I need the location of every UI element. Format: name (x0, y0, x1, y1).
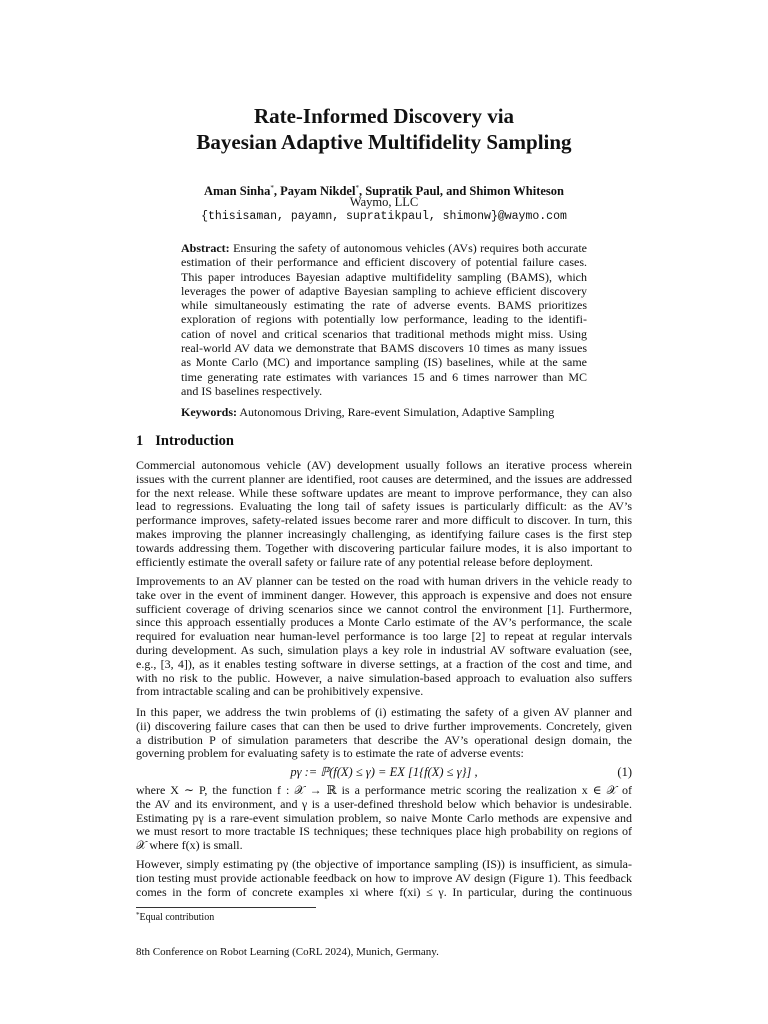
keywords-label: Keywords: (181, 405, 237, 419)
text-line: with no risk to the public. However, a naive simulation-based approach to evaluation also suffers (136, 670, 632, 685)
abstract-line: exploration of regions with potentially low performance, leading to the identifi- (181, 312, 587, 327)
intro-paragraph-5 (136, 858, 632, 899)
text-line: However, simply estimating pγ (the objective of importance sampling (IS)) is insufficient, as simula- (136, 857, 632, 871)
text-line: sufficient coverage of driving scenarios since we cannot control the environment [1]. Furthermore, (136, 601, 632, 616)
text-line: we must resort to more tractable IS techniques; these techniques place high probability on regions of (136, 824, 632, 839)
text-line: e.g., [3, 4]), as it enables testing software in diverse settings, at a fraction of the cost and time, and (136, 656, 632, 671)
text-line: Improvements to an AV planner can be tested on the road with human drivers in the vehicle ready to (136, 574, 632, 588)
text-line: efficiently estimate the overall safety or failure rate of any potential release before deployment. (136, 554, 593, 569)
section-heading (136, 433, 246, 450)
text-line: during development. As such, simulation plays a key role in industrial AV software evaluation (see, (136, 642, 632, 657)
author-1: Aman Sinha (203, 184, 271, 198)
footnote-rule (136, 907, 316, 908)
text-line: required for evaluation near human-level performance is too large [2] to repeat at regular intervals (136, 629, 632, 644)
abstract (181, 241, 587, 398)
text-line: 𝒳 where f(x) is small. (136, 838, 243, 853)
intro-paragraph-3 (136, 706, 632, 761)
affiliation: Waymo, LLC (349, 195, 419, 209)
abstract-line: This paper introduces Bayesian adaptive multifidelity sampling (BAMS), which (181, 269, 587, 284)
intro-paragraph-4 (136, 784, 632, 853)
text-line: where X ∼ P, the function f : 𝒳 → ℝ is a performance metric scoring the realization x ∈ 𝒳 of (136, 783, 632, 797)
conference-note: 8th Conference on Robot Learning (CoRL 2024), Munich, Germany. (136, 946, 439, 958)
text-line: the AV and its environment, and γ is a user-defined threshold below which behavior is undesirable. (136, 796, 632, 811)
abstract-line: time generating rate estimates with variances 15 and 6 times narrower than MC (181, 369, 587, 384)
abstract-line: while simultaneously estimating the rate of adverse events. BAMS prioritizes (181, 298, 587, 313)
text-line: governing problem for evaluating safety is to estimate the rate of adverse events: (136, 746, 524, 761)
author-emails: {thisisaman, payamn, supratikpaul, shimonw}@waymo.com (201, 210, 567, 223)
equation-number: (1) (617, 765, 632, 779)
section-title: Introduction (155, 433, 234, 449)
text-line: since this approach essentially produces a Monte Carlo estimate of the AV’s performance, the scale (136, 615, 632, 630)
section-number: 1 (136, 433, 144, 449)
abstract-line: cation of novel and critical scenarios that traditional methods might miss. Using (181, 326, 587, 341)
footnote-mark: * (136, 911, 140, 919)
abstract-label: Abstract: (181, 241, 230, 255)
text-line: comes in the form of concrete examples xi where f(xi) ≤ γ. In particular, during the continuous (136, 884, 632, 899)
title-line-1: Rate-Informed Discovery via (253, 104, 515, 128)
keywords (181, 405, 601, 419)
authors-rest: , Supratik Paul, and Shimon Whiteson (358, 184, 565, 198)
text-line: a distribution P of simulation parameters that describe the AV’s operational design domain, the (136, 732, 632, 747)
equal-contribution-mark: * (355, 184, 359, 192)
text-line: for the next release. While these software updates are meant to improve performance, they can also (136, 485, 632, 500)
abstract-line: estimation of their performance and efficient discovery of potential failure cases. (181, 255, 587, 270)
text-line: take over in the event of imminent danger. However, this approach is expensive and does not ensure (136, 587, 632, 602)
equal-contribution-mark: * (270, 184, 274, 192)
abstract-line: Abstract: Ensuring the safety of autonomous vehicles (AVs) requires both accurate (181, 241, 587, 255)
text-line: towards addressing them. Together with discovering particular failure modes, it is also important to (136, 540, 632, 555)
abstract-line: and IS baselines respectively. (181, 383, 323, 398)
text-line: Estimating pγ is a rare-event simulation problem, so naive Monte Carlo methods are expensive and (136, 810, 632, 825)
text-line: (ii) discovering failure cases that can then be used to drive further improvements. Concretely, given (136, 718, 632, 733)
abstract-line: real-world AV data we demonstrate that BAMS discovers 10 times as many issues (181, 341, 587, 356)
intro-paragraph-2 (136, 575, 632, 699)
author-2: , Payam Nikdel (273, 184, 356, 198)
intro-paragraph-1 (136, 459, 632, 569)
text-line: issues with the current planner are identified, root causes are determined, and the issues are addressed (136, 471, 632, 486)
paper-title (0, 103, 768, 155)
text-line: performance improves, safety-related issues become rarer and more difficult to discover. In turn, this (136, 513, 632, 528)
text-line: Commercial autonomous vehicle (AV) development usually follows an iterative process wherein (136, 458, 632, 472)
title-line-2: Bayesian Adaptive Multifidelity Sampling (196, 130, 572, 154)
abstract-line: leverages the power of adaptive Bayesian sampling to achieve efficient discovery (181, 283, 587, 298)
equation-expression: pγ := ℙ(f(X) ≤ γ) = EX [1{f(X) ≤ γ}] , (290, 765, 478, 779)
text-line: tion testing must provide actionable feedback on how to improve AV design (Figure 1). This feedback (136, 870, 632, 885)
text-line: from intractable scaling and can be prohibitively expensive. (136, 684, 424, 699)
text-line: makes improving the planner increasingly challenging, as identifying failure cases is the first step (136, 526, 632, 541)
footnote (136, 909, 214, 924)
footnote-text: Equal contribution (139, 912, 215, 923)
abstract-line: as Monte Carlo (MC) and importance sampling (IS) baselines, while at the same (181, 355, 587, 370)
text-line: lead to regressions. Evaluating the long tail of safety issues is particularly difficult: as the AV’s (136, 499, 632, 514)
text-line: In this paper, we address the twin problems of (i) estimating the safety of a given AV planner and (136, 705, 632, 719)
keywords-text: Autonomous Driving, Rare-event Simulation, Adaptive Sampling (237, 405, 555, 419)
